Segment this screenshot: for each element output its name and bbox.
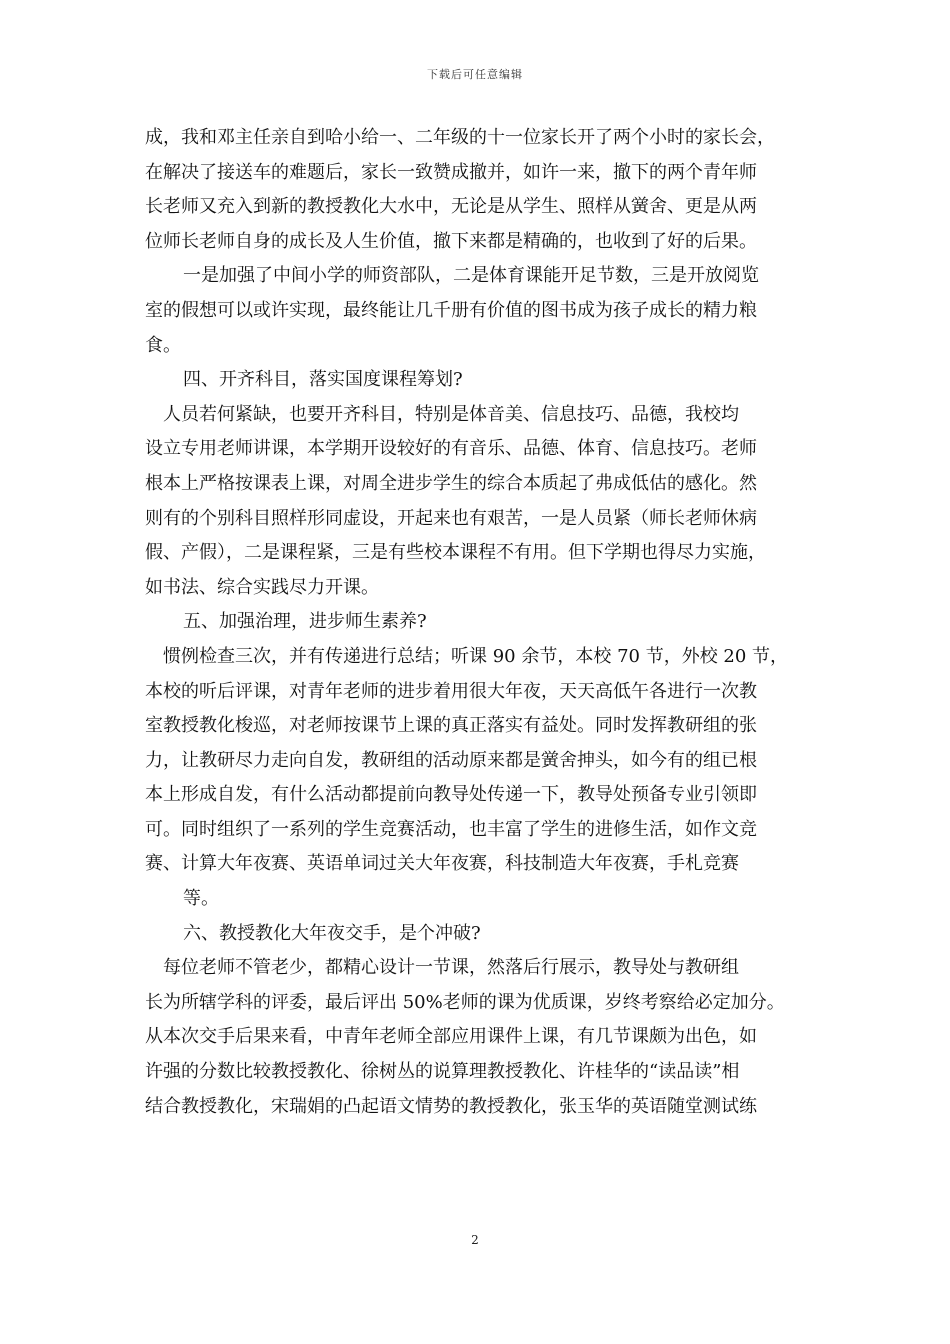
text-line: 长老师又充入到新的教授教化大水中，无论是从学生、照样从黉舍、更是从两 bbox=[145, 196, 757, 218]
section-heading: 四、开齐科目，落实国度课程筹划? bbox=[183, 369, 463, 391]
text-line: 一是加强了中间小学的师资部队，二是体育课能开足节数，三是开放阅览 bbox=[183, 265, 759, 287]
text-line: 在解决了接送车的难题后，家长一致赞成撤并，如许一来，撤下的两个青年师 bbox=[145, 161, 757, 183]
text-line: 惯例检查三次，并有传递进行总结；听课 90 余节，本校 70 节，外校 20 节， bbox=[163, 645, 789, 667]
text-line: 本上形成自发，有什么活动都提前向教导处传递一下，教导处预备专业引领即 bbox=[145, 784, 757, 806]
text-line: 食。 bbox=[145, 334, 181, 356]
page-header: 下载后可任意编辑 bbox=[427, 68, 523, 81]
text-line: 根本上严格按课表上课，对周全进步学生的综合本质起了弗成低估的感化。然 bbox=[145, 472, 757, 494]
text-line: 许强的分数比较教授教化、徐树丛的说算理教授教化、许桂华的“读品读”相 bbox=[145, 1061, 740, 1083]
text-line: 等。 bbox=[183, 888, 219, 910]
text-line: 每位老师不管老少，都精心设计一节课，然落后行展示，教导处与教研组 bbox=[163, 957, 739, 979]
section-heading: 五、加强治理，进步师生素养? bbox=[183, 611, 427, 633]
text-line: 长为所辖学科的评委，最后评出 50%老师的课为优质课，岁终考察给必定加分。 bbox=[145, 991, 785, 1013]
text-line: 赛、计算大年夜赛、英语单词过关大年夜赛，科技制造大年夜赛，手札竞赛 bbox=[145, 853, 739, 875]
text-line: 人员若何紧缺，也要开齐科目，特别是体音美、信息技巧、品德，我校均 bbox=[163, 403, 739, 425]
document-body bbox=[145, 121, 817, 1124]
text-line: 本校的听后评课，对青年老师的进步着用很大年夜，天天高低午各进行一次教 bbox=[145, 680, 757, 702]
text-line: 设立专用老师讲课，本学期开设较好的有音乐、品德、体育、信息技巧。老师 bbox=[145, 438, 757, 460]
text-line: 室的假想可以或许实现，最终能让几千册有价值的图书成为孩子成长的精力粮 bbox=[145, 299, 757, 321]
text-line: 可。同时组织了一系列的学生竞赛活动，也丰富了学生的进修生活，如作文竞 bbox=[145, 818, 757, 840]
text-line: 力，让教研尽力走向自发，教研组的活动原来都是黉舍抻头，如今有的组已根 bbox=[145, 749, 757, 771]
text-line: 则有的个别科目照样形同虚设，开起来也有艰苦，一是人员紧（师长老师休病 bbox=[145, 507, 757, 529]
text-line: 从本次交手后果来看，中青年老师全部应用课件上课，有几节课颇为出色，如 bbox=[145, 1026, 757, 1048]
text-line: 室教授教化梭巡，对老师按课节上课的真正落实有益处。同时发挥教研组的张 bbox=[145, 715, 757, 737]
text-line: 成，我和邓主任亲自到哈小给一、二年级的十一位家长开了两个小时的家长会， bbox=[145, 127, 775, 148]
text-line: 位师长老师自身的成长及人生价值，撤下来都是精确的，也收到了好的后果。 bbox=[145, 230, 757, 252]
text-line: 如书法、综合实践尽力开课。 bbox=[145, 576, 379, 598]
text-line: 结合教授教化，宋瑞娟的凸起语文情势的教授教化，张玉华的英语随堂测试练 bbox=[145, 1095, 757, 1117]
section-heading: 六、教授教化大年夜交手，是个冲破? bbox=[183, 922, 481, 944]
text-line: 假、产假），二是课程紧，三是有些校本课程不有用。但下学期也得尽力实施， bbox=[145, 542, 766, 564]
page-number: 2 bbox=[471, 1233, 479, 1247]
